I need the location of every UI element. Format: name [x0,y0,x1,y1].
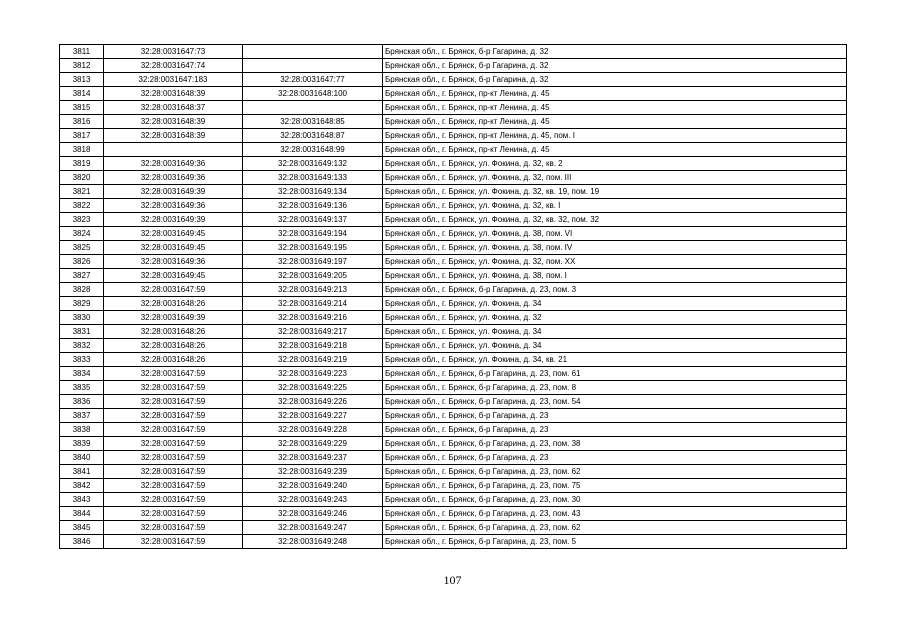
cadastral-number-cell: 32:28:0031649:45 [104,227,243,241]
row-number-cell: 3836 [60,395,104,409]
related-cadastral-number-cell: 32:28:0031649:137 [243,213,383,227]
row-number-cell: 3813 [60,73,104,87]
cadastral-number-cell: 32:28:0031647:59 [104,465,243,479]
cadastral-number-cell: 32:28:0031647:73 [104,45,243,59]
row-number-cell: 3823 [60,213,104,227]
cadastral-number-cell: 32:28:0031648:26 [104,297,243,311]
table-row [60,521,847,535]
table-row [60,143,847,157]
cadastral-number-cell: 32:28:0031649:36 [104,171,243,185]
row-number-cell: 3843 [60,493,104,507]
cadastral-number-cell: 32:28:0031649:36 [104,157,243,171]
address-cell: Брянская обл., г. Брянск, б-р Гагарина, д. 23, пом. 43 [383,507,847,521]
cadastral-number-cell: 32:28:0031649:45 [104,269,243,283]
cadastral-number-cell: 32:28:0031647:74 [104,59,243,73]
related-cadastral-number-cell: 32:28:0031649:132 [243,157,383,171]
row-number-cell: 3819 [60,157,104,171]
row-number-cell: 3812 [60,59,104,73]
table-row [60,353,847,367]
related-cadastral-number-cell: 32:28:0031649:247 [243,521,383,535]
table-row [60,409,847,423]
table-row [60,115,847,129]
table-row [60,101,847,115]
related-cadastral-number-cell: 32:28:0031649:240 [243,479,383,493]
address-cell: Брянская обл., г. Брянск, ул. Фокина, д. 32, кв. 2 [383,157,847,171]
cadastral-number-cell: 32:28:0031647:59 [104,283,243,297]
related-cadastral-number-cell [243,59,383,73]
address-cell: Брянская обл., г. Брянск, ул. Фокина, д. 32 [383,311,847,325]
address-cell: Брянская обл., г. Брянск, пр-кт Ленина, д. 45 [383,101,847,115]
table-row [60,451,847,465]
table-row [60,395,847,409]
table-row [60,283,847,297]
page-number: 107 [443,573,462,587]
address-cell: Брянская обл., г. Брянск, пр-кт Ленина, д. 45 [383,87,847,101]
address-cell: Брянская обл., г. Брянск, б-р Гагарина, д. 23, пом. 62 [383,521,847,535]
address-cell: Брянская обл., г. Брянск, б-р Гагарина, д. 32 [383,59,847,73]
related-cadastral-number-cell: 32:28:0031649:197 [243,255,383,269]
table-row [60,269,847,283]
address-cell: Брянская обл., г. Брянск, ул. Фокина, д. 32, кв. I [383,199,847,213]
related-cadastral-number-cell: 32:28:0031649:227 [243,409,383,423]
related-cadastral-number-cell: 32:28:0031649:214 [243,297,383,311]
table-row [60,185,847,199]
address-cell: Брянская обл., г. Брянск, ул. Фокина, д. 32, пом. XX [383,255,847,269]
table-row [60,367,847,381]
cadastral-number-cell: 32:28:0031647:59 [104,451,243,465]
cadastral-number-cell: 32:28:0031647:59 [104,395,243,409]
cadastral-number-cell: 32:28:0031649:39 [104,185,243,199]
table-row [60,227,847,241]
address-cell: Брянская обл., г. Брянск, б-р Гагарина, д. 23, пом. 30 [383,493,847,507]
related-cadastral-number-cell: 32:28:0031648:99 [243,143,383,157]
table-row [60,465,847,479]
cadastral-number-cell: 32:28:0031647:59 [104,423,243,437]
related-cadastral-number-cell: 32:28:0031649:248 [243,535,383,549]
table-row [60,297,847,311]
related-cadastral-number-cell: 32:28:0031649:228 [243,423,383,437]
related-cadastral-number-cell: 32:28:0031649:243 [243,493,383,507]
related-cadastral-number-cell: 32:28:0031649:219 [243,353,383,367]
related-cadastral-number-cell: 32:28:0031649:133 [243,171,383,185]
cadastral-number-cell: 32:28:0031649:39 [104,311,243,325]
cadastral-number-cell: 32:28:0031648:26 [104,353,243,367]
row-number-cell: 3834 [60,367,104,381]
row-number-cell: 3837 [60,409,104,423]
cadastral-number-cell: 32:28:0031648:39 [104,129,243,143]
cadastral-number-cell: 32:28:0031647:59 [104,493,243,507]
table-row [60,381,847,395]
cadastral-number-cell: 32:28:0031649:36 [104,199,243,213]
row-number-cell: 3828 [60,283,104,297]
cadastral-number-cell: 32:28:0031647:59 [104,521,243,535]
cadastral-number-cell: 32:28:0031648:37 [104,101,243,115]
related-cadastral-number-cell: 32:28:0031649:229 [243,437,383,451]
table-row [60,311,847,325]
address-cell: Брянская обл., г. Брянск, б-р Гагарина, д. 23, пом. 54 [383,395,847,409]
address-cell: Брянская обл., г. Брянск, ул. Фокина, д. 38, пом. I [383,269,847,283]
related-cadastral-number-cell: 32:28:0031649:225 [243,381,383,395]
row-number-cell: 3841 [60,465,104,479]
cadastral-number-cell: 32:28:0031647:59 [104,507,243,521]
address-cell: Брянская обл., г. Брянск, б-р Гагарина, д. 23 [383,409,847,423]
address-cell: Брянская обл., г. Брянск, ул. Фокина, д. 34 [383,339,847,353]
table-row [60,73,847,87]
related-cadastral-number-cell: 32:28:0031649:226 [243,395,383,409]
related-cadastral-number-cell: 32:28:0031647:77 [243,73,383,87]
row-number-cell: 3839 [60,437,104,451]
table-row [60,241,847,255]
address-cell: Брянская обл., г. Брянск, ул. Фокина, д. 38, пом. VI [383,227,847,241]
cadastral-number-cell: 32:28:0031649:45 [104,241,243,255]
row-number-cell: 3816 [60,115,104,129]
address-cell: Брянская обл., г. Брянск, ул. Фокина, д. 32, пом. III [383,171,847,185]
row-number-cell: 3833 [60,353,104,367]
table-row [60,45,847,59]
related-cadastral-number-cell [243,45,383,59]
related-cadastral-number-cell: 32:28:0031649:136 [243,199,383,213]
cadastral-number-cell: 32:28:0031648:39 [104,87,243,101]
table-row [60,479,847,493]
address-cell: Брянская обл., г. Брянск, б-р Гагарина, д. 23, пом. 61 [383,367,847,381]
address-cell: Брянская обл., г. Брянск, б-р Гагарина, д. 23, пом. 75 [383,479,847,493]
cadastral-number-cell: 32:28:0031647:59 [104,479,243,493]
related-cadastral-number-cell: 32:28:0031649:218 [243,339,383,353]
address-cell: Брянская обл., г. Брянск, б-р Гагарина, д. 23, пом. 62 [383,465,847,479]
related-cadastral-number-cell: 32:28:0031649:217 [243,325,383,339]
table-row [60,493,847,507]
row-number-cell: 3846 [60,535,104,549]
row-number-cell: 3811 [60,45,104,59]
row-number-cell: 3830 [60,311,104,325]
related-cadastral-number-cell: 32:28:0031648:85 [243,115,383,129]
cadastral-number-cell: 32:28:0031648:26 [104,339,243,353]
address-cell: Брянская обл., г. Брянск, пр-кт Ленина, д. 45, пом. I [383,129,847,143]
related-cadastral-number-cell: 32:28:0031649:194 [243,227,383,241]
related-cadastral-number-cell: 32:28:0031649:205 [243,269,383,283]
table-row [60,423,847,437]
related-cadastral-number-cell: 32:28:0031649:239 [243,465,383,479]
related-cadastral-number-cell: 32:28:0031649:216 [243,311,383,325]
related-cadastral-number-cell: 32:28:0031649:223 [243,367,383,381]
registry-table [59,44,847,549]
address-cell: Брянская обл., г. Брянск, ул. Фокина, д. 38, пом. IV [383,241,847,255]
related-cadastral-number-cell: 32:28:0031649:213 [243,283,383,297]
related-cadastral-number-cell: 32:28:0031649:237 [243,451,383,465]
cadastral-number-cell: 32:28:0031649:36 [104,255,243,269]
cadastral-number-cell: 32:28:0031647:59 [104,367,243,381]
row-number-cell: 3824 [60,227,104,241]
address-cell: Брянская обл., г. Брянск, пр-кт Ленина, д. 45 [383,143,847,157]
row-number-cell: 3820 [60,171,104,185]
row-number-cell: 3821 [60,185,104,199]
address-cell: Брянская обл., г. Брянск, ул. Фокина, д. 32, кв. 32, пом. 32 [383,213,847,227]
row-number-cell: 3815 [60,101,104,115]
row-number-cell: 3840 [60,451,104,465]
row-number-cell: 3825 [60,241,104,255]
table-row [60,255,847,269]
row-number-cell: 3838 [60,423,104,437]
table-row [60,535,847,549]
related-cadastral-number-cell: 32:28:0031649:195 [243,241,383,255]
table-row [60,157,847,171]
cadastral-number-cell: 32:28:0031648:39 [104,115,243,129]
row-number-cell: 3817 [60,129,104,143]
registry-table-body [60,45,847,549]
address-cell: Брянская обл., г. Брянск, пр-кт Ленина, д. 45 [383,115,847,129]
cadastral-number-cell: 32:28:0031647:59 [104,535,243,549]
row-number-cell: 3844 [60,507,104,521]
table-row [60,87,847,101]
address-cell: Брянская обл., г. Брянск, б-р Гагарина, д. 23, пом. 5 [383,535,847,549]
table-row [60,213,847,227]
row-number-cell: 3832 [60,339,104,353]
related-cadastral-number-cell: 32:28:0031649:134 [243,185,383,199]
cadastral-number-cell [104,143,243,157]
address-cell: Брянская обл., г. Брянск, б-р Гагарина, д. 23, пом. 38 [383,437,847,451]
cadastral-number-cell: 32:28:0031647:59 [104,437,243,451]
table-row [60,339,847,353]
related-cadastral-number-cell [243,101,383,115]
row-number-cell: 3822 [60,199,104,213]
related-cadastral-number-cell: 32:28:0031648:100 [243,87,383,101]
address-cell: Брянская обл., г. Брянск, б-р Гагарина, д. 23 [383,423,847,437]
row-number-cell: 3845 [60,521,104,535]
row-number-cell: 3818 [60,143,104,157]
cadastral-number-cell: 32:28:0031649:39 [104,213,243,227]
table-row [60,437,847,451]
row-number-cell: 3831 [60,325,104,339]
table-row [60,325,847,339]
address-cell: Брянская обл., г. Брянск, ул. Фокина, д. 34, кв. 21 [383,353,847,367]
address-cell: Брянская обл., г. Брянск, б-р Гагарина, д. 32 [383,45,847,59]
address-cell: Брянская обл., г. Брянск, б-р Гагарина, д. 23, пом. 3 [383,283,847,297]
cadastral-number-cell: 32:28:0031647:59 [104,409,243,423]
row-number-cell: 3827 [60,269,104,283]
table-row [60,129,847,143]
address-cell: Брянская обл., г. Брянск, б-р Гагарина, д. 23, пом. 8 [383,381,847,395]
related-cadastral-number-cell: 32:28:0031649:246 [243,507,383,521]
cadastral-number-cell: 32:28:0031647:59 [104,381,243,395]
row-number-cell: 3814 [60,87,104,101]
address-cell: Брянская обл., г. Брянск, ул. Фокина, д. 34 [383,325,847,339]
table-row [60,59,847,73]
address-cell: Брянская обл., г. Брянск, ул. Фокина, д. 32, кв. 19, пом. 19 [383,185,847,199]
cadastral-number-cell: 32:28:0031648:26 [104,325,243,339]
row-number-cell: 3842 [60,479,104,493]
address-cell: Брянская обл., г. Брянск, ул. Фокина, д. 34 [383,297,847,311]
address-cell: Брянская обл., г. Брянск, б-р Гагарина, д. 32 [383,73,847,87]
row-number-cell: 3835 [60,381,104,395]
row-number-cell: 3826 [60,255,104,269]
table-row [60,171,847,185]
cadastral-number-cell: 32:28:0031647:183 [104,73,243,87]
row-number-cell: 3829 [60,297,104,311]
related-cadastral-number-cell: 32:28:0031648:87 [243,129,383,143]
address-cell: Брянская обл., г. Брянск, б-р Гагарина, д. 23 [383,451,847,465]
table-row [60,507,847,521]
table-row [60,199,847,213]
